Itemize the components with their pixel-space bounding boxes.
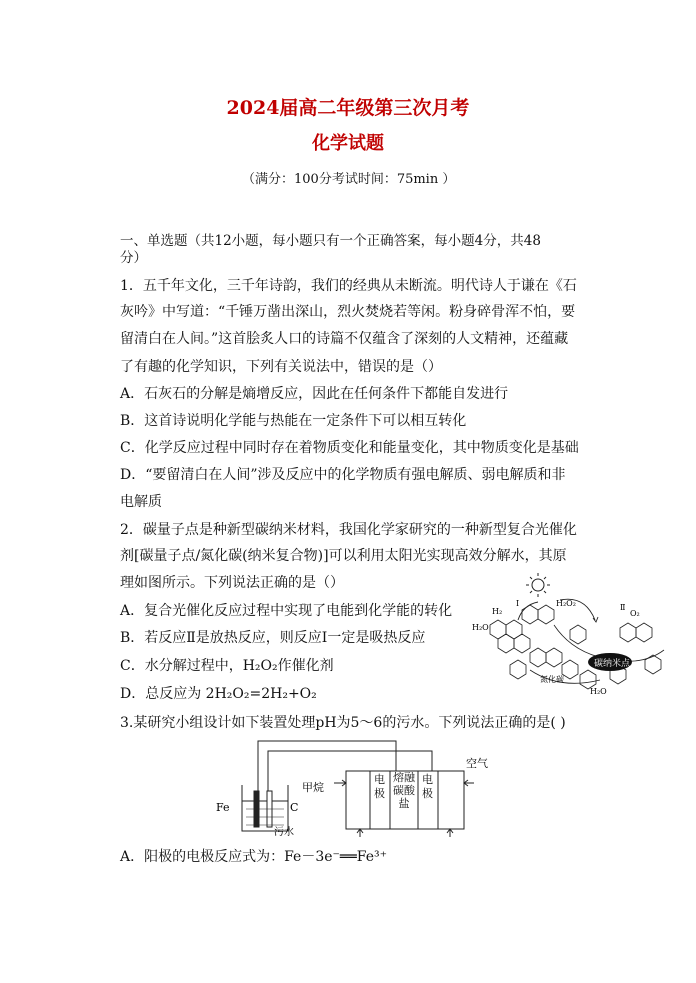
q1-option-b: B．这首诗说明化学能与热能在一定条件下可以相互转化 <box>120 413 467 429</box>
water-lines <box>246 809 284 825</box>
label-h2o-left: H₂O <box>472 623 489 632</box>
label-fe: Fe <box>216 801 230 814</box>
q2-option-a: A．复合光催化反应过程中实现了电能到化学能的转化 <box>120 603 453 619</box>
label-h2: H₂ <box>492 607 503 616</box>
q1-stem-line: 留清白在人间。”这首脍炙人口的诗篇不仅蕴含了深刻的人文精神，还蕴藏 <box>120 331 569 347</box>
label-molten-carbonate: 熔融碳酸盐 <box>393 771 415 810</box>
label-h2o2: H₂O₂ <box>556 599 576 608</box>
label-wastewater: 污水 <box>274 827 294 837</box>
label-carbon-nitride: 氮化碳 <box>540 675 564 684</box>
q1-stem-line: 了有趣的化学知识，下列有关说法中，错误的是（） <box>120 359 442 375</box>
q1-option-d: D．“要留清白在人间”涉及反应中的化学物质有强电解质、弱电解质和非 <box>120 467 566 483</box>
q2-stem-line: 2．碳量子点是种新型碳纳米材料，我国化学家研究的一种新型复合光催化 <box>120 522 577 538</box>
q1-option-d-cont: 电解质 <box>120 494 162 510</box>
section-heading-cont: 分） <box>120 250 147 266</box>
exam-info: （满分：100分考试时间：75min ） <box>242 172 456 187</box>
label-I: Ⅰ <box>516 599 520 608</box>
sun-icon <box>526 573 550 597</box>
label-c: C <box>290 801 299 814</box>
q3-option-a: A．阳极的电极反应式为：Fe－3e⁻══Fe³⁺ <box>120 849 388 865</box>
label-h2o-bottom: H₂O <box>590 687 607 696</box>
label-methane: 甲烷 <box>302 781 324 794</box>
q1-stem-line: 1．五千年文化，三千年诗韵，我们的经典从未断流。明代诗人于谦在《石 <box>120 278 577 294</box>
q3-stem: 3.某研究小组设计如下装置处理pH为5～6的污水。下列说法正确的是( ) <box>120 715 566 731</box>
q1-stem-line: 灰吟》中写道：“千锤万凿出深山，烈火焚烧若等闲。粉身碎骨浑不怕，要 <box>120 304 576 320</box>
label-o2: O₂ <box>630 609 640 618</box>
subject-title: 化学试题 <box>312 133 384 154</box>
section-heading: 一、单选题（共12小题，每小题只有一个正确答案，每小题4分，共48 <box>120 233 541 249</box>
photocatalyst-figure <box>470 570 680 700</box>
label-II: Ⅱ <box>620 603 626 612</box>
q2-stem-line: 理如图所示。下列说法正确的是（） <box>120 575 344 591</box>
label-carbon-dots: 碳纳米点 <box>594 659 631 669</box>
q2-option-b: B．若反应Ⅱ是放热反应，则反应Ⅰ一定是吸热反应 <box>120 630 426 646</box>
label-electrode-left: 电极 <box>374 773 385 800</box>
label-air: 空气 <box>466 757 488 770</box>
exam-title: 2024届高二年级第三次月考 <box>226 97 470 119</box>
q1-option-a: A．石灰石的分解是熵增反应，因此在任何条件下都能自发进行 <box>120 386 509 402</box>
electrochemical-cell-figure <box>210 735 490 837</box>
label-electrode-right: 电极 <box>422 773 433 800</box>
q2-option-c: C．水分解过程中，H₂O₂作催化剂 <box>120 658 334 674</box>
q1-option-c: C．化学反应过程中同时存在着物质变化和能量变化，其中物质变化是基础 <box>120 440 579 456</box>
q2-option-d: D．总反应为 2H₂O₂=2H₂+O₂ <box>120 686 317 702</box>
q2-stem-line: 剂[碳量子点/氮化碳(纳米复合物)]可以利用太阳光实现高效分解水，其原 <box>120 548 567 564</box>
